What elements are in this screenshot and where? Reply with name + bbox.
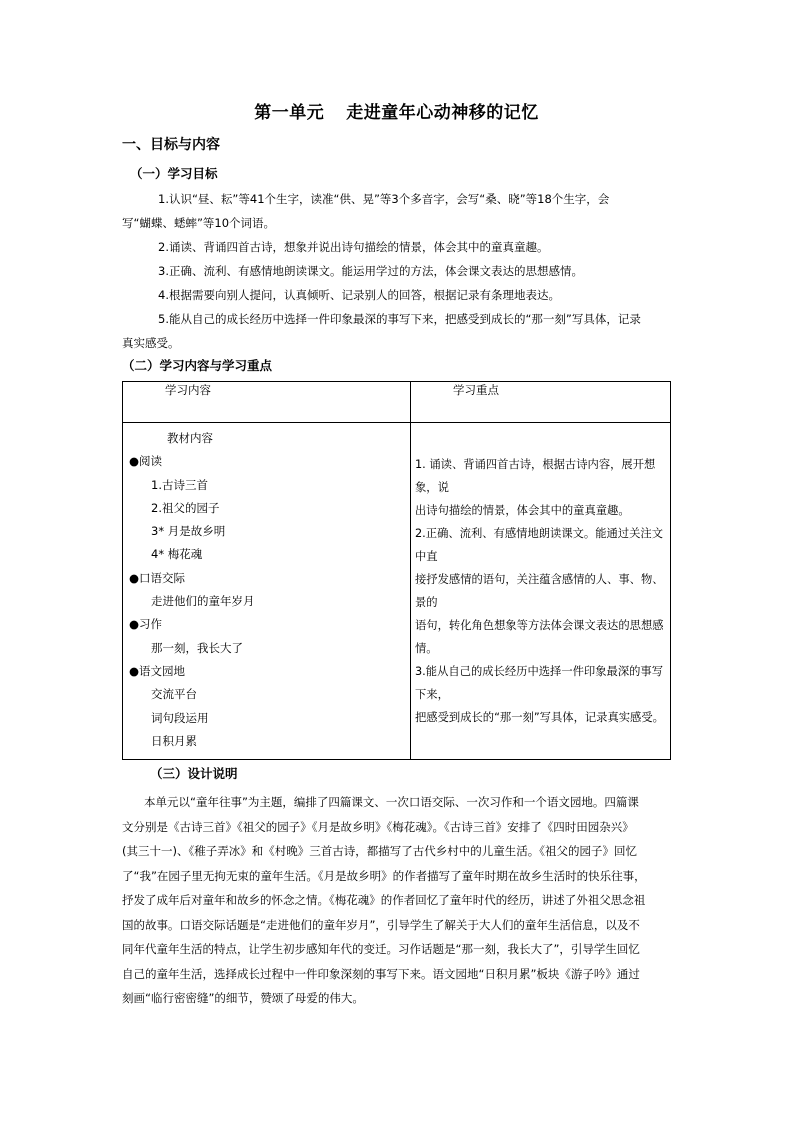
list-item: ●语文园地 xyxy=(129,663,186,678)
list-item: 教材内容 xyxy=(167,431,213,445)
focus-line: 接抒发感情的语句，关注蕴含感情的人、事、物、景的 xyxy=(415,573,664,610)
goal-line: 5.能从自己的成长经历中选择一件印象最深的事写下来，把感受到成长的“那一刻”写具体，记录 xyxy=(158,312,641,326)
learning-goals-list xyxy=(122,187,678,355)
section-heading-goals-content: 一、目标与内容 xyxy=(122,137,220,153)
goal-line: 1.认识“昼、耘”等41个生字，读准“供、晃”等3个多音字，会写“桑、晓”等18个生字，会 xyxy=(158,192,610,206)
table-row xyxy=(123,423,671,760)
content-cell xyxy=(123,423,411,760)
list-item: 日积月累 xyxy=(151,733,197,748)
focus-line: 3.能从自己的成长经历中选择一件印象最深的事写下来， xyxy=(415,665,664,702)
list-item: ●阅读 xyxy=(129,454,163,469)
list-item: 4* 梅花魂 xyxy=(151,547,203,562)
design-line: (其三十一)、《稚子弄冰》和《村晚》三首古诗，都描写了古代乡村中的儿童生活。《祖父的园子》回忆 xyxy=(122,844,637,858)
goal-line: 真实感受。 xyxy=(122,336,180,350)
list-item: 那一刻，我长大了 xyxy=(151,640,243,655)
design-line: 抒发了成年后对童年和故乡的怀念之情。《梅花魂》的作者回忆了童年时代的经历，讲述了外祖父思念祖 xyxy=(122,893,646,907)
design-line: 刻画“临行密密缝”的细节，赞颂了母爱的伟大。 xyxy=(122,991,364,1005)
design-line: 了“我”在园子里无拘无束的童年生活。《月是故乡明》的作者描写了童年时期在故乡生活时的快乐往事， xyxy=(122,868,646,883)
design-line: 本单元以“童年往事”为主题，编排了四篇课文、一次口语交际、一次习作和一个语文园地。四篇课 xyxy=(144,795,639,809)
list-item: 走进他们的童年岁月 xyxy=(151,594,255,609)
page-title xyxy=(0,98,793,123)
list-item: 词句段运用 xyxy=(151,710,209,725)
design-line: 国的故事。口语交际话题是“走进他们的童年岁月”，引导学生了解关于大人们的童年生活信息，以及不 xyxy=(122,917,640,932)
goal-line: 写“蝴蝶、蟋蟀”等10个词语。 xyxy=(122,216,276,230)
table-header-focus: 学习重点 xyxy=(411,382,671,423)
content-list xyxy=(123,423,410,759)
subheading-content-focus: （二）学习内容与学习重点 xyxy=(122,358,273,373)
list-item: 交流平台 xyxy=(151,687,197,702)
list-item: ●口语交际 xyxy=(129,570,186,585)
design-line: 自己的童年生活，选择成长过程中一件印象深刻的事写下来。语文园地“日积月累”板块《游子吟》通过 xyxy=(122,966,640,981)
focus-cell xyxy=(411,423,671,760)
list-item: ●习作 xyxy=(129,617,163,632)
list-item: 3* 月是故乡明 xyxy=(151,524,226,539)
design-line: 文分别是《古诗三首》《祖父的园子》《月是故乡明》《梅花魂》。《古诗三首》安排了《四时田园杂兴》 xyxy=(122,819,634,834)
content-focus-table xyxy=(122,381,671,760)
focus-line: 出诗句描绘的情景，体会其中的童真童趣。 xyxy=(415,504,630,518)
design-line: 同年代童年生活的特点，让学生初步感知年代的变迁。习作话题是“那一刻，我长大了”，引导学生回忆 xyxy=(122,942,640,956)
subheading-design-notes: （三）设计说明 xyxy=(150,766,238,781)
goal-line: 3.正确、流利、有感情地朗读课文。能运用学过的方法，体会课文表达的思想感情。 xyxy=(158,264,583,278)
focus-line: 2.正确、流利、有感情地朗读课文。能通过关注文中直 xyxy=(415,527,664,564)
list-item: 2.祖父的园子 xyxy=(151,500,220,515)
design-notes-text xyxy=(122,790,678,1011)
focus-line: 把感受到成长的“那一刻”写具体，记录真实感受。 xyxy=(415,711,664,725)
focus-line: 1. 诵读、背诵四首古诗，根据古诗内容，展开想象，说 xyxy=(415,458,656,495)
goal-line: 4.根据需要向别人提问，认真倾听、记录别人的回答，根据记录有条理地表达。 xyxy=(158,288,560,302)
goal-line: 2.诵读、背诵四首古诗，想象并说出诗句描绘的情景，体会其中的童真童趣。 xyxy=(158,240,549,254)
focus-line: 语句，转化角色想象等方法体会课文表达的思想感情。 xyxy=(415,619,664,656)
subheading-learning-goals: （一）学习目标 xyxy=(130,166,218,181)
table-header-row xyxy=(123,382,671,423)
unit-label: 第一单元 xyxy=(254,103,325,123)
table-header-content: 学习内容 xyxy=(123,382,411,423)
unit-theme: 走进童年心动神移的记忆 xyxy=(346,103,539,123)
list-item: 1.古诗三首 xyxy=(151,477,208,492)
